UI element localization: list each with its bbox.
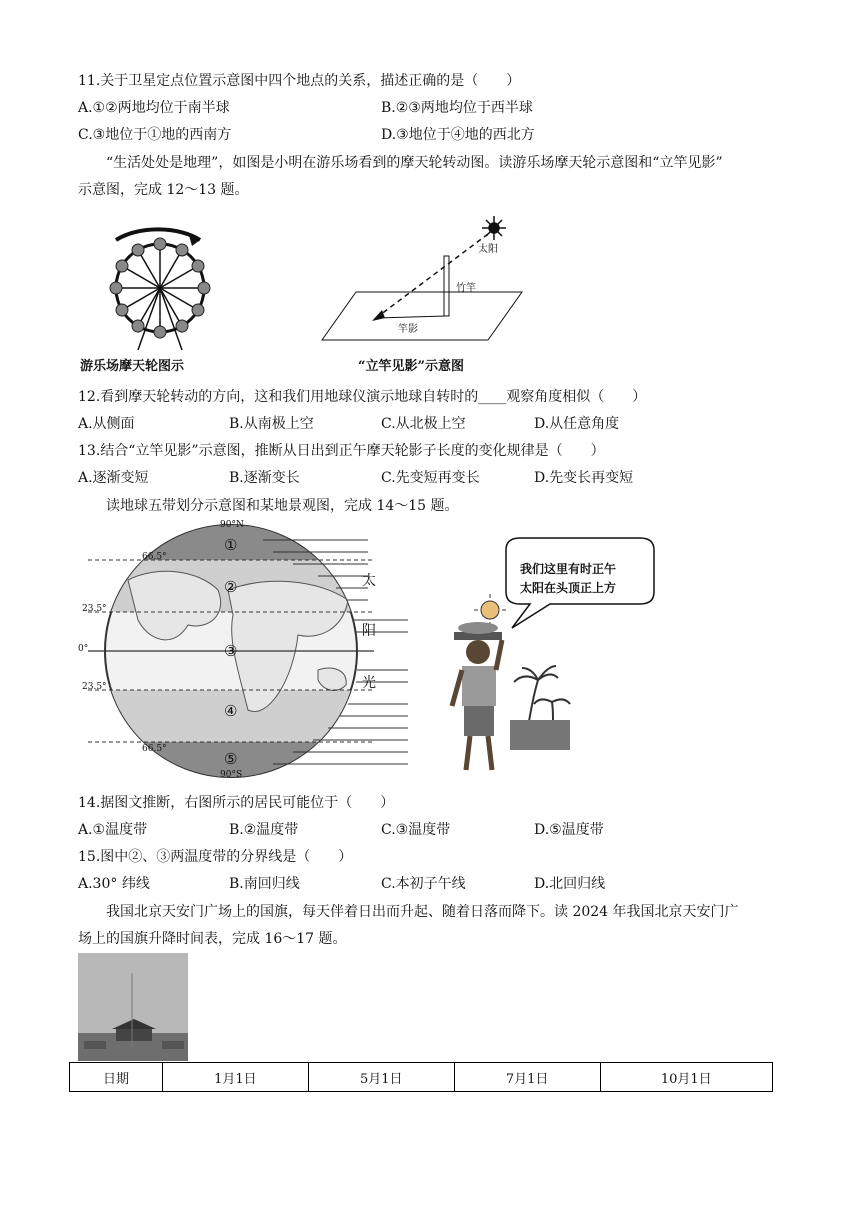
sunlight-label-3: 光	[362, 675, 376, 691]
zone-3-label: ③	[224, 642, 238, 660]
pole-shadow-caption: “立竿见影”示意图	[358, 359, 464, 374]
q12-option-b: B.从南极上空	[229, 416, 314, 432]
q15-option-a: A.30° 纬线	[78, 876, 150, 892]
q13-option-c: C.先变短再变长	[381, 470, 480, 486]
q11-option-b: B.②③两地均位于西半球	[381, 100, 533, 116]
ferris-wheel-drawing	[78, 210, 238, 375]
q15-option-c: C.本初子午线	[381, 876, 466, 892]
pole-label: 竹竿	[456, 283, 476, 294]
table-row	[70, 1063, 773, 1092]
q14-option-c: C.③温度带	[381, 822, 451, 838]
resident-figure	[440, 520, 662, 782]
intro-12-13-line2: 示意图，完成 12～13 题。	[78, 182, 249, 198]
table-header-jul1: 7月1日	[454, 1063, 600, 1092]
sunlight-label-2: 阳	[362, 623, 376, 639]
lat-665n-label: 66.5°	[142, 552, 167, 562]
lat-665s-label: 66.5°	[142, 744, 167, 754]
bubble-text-line2: 太阳在头顶正上方	[520, 581, 617, 595]
globe-zones-figure	[78, 520, 438, 782]
globe-zones-drawing	[78, 520, 438, 782]
sunlight-label-1: 太	[362, 573, 376, 589]
q14-option-b: B.②温度带	[229, 822, 299, 838]
intro-16-17-line1: 我国北京天安门广场上的国旗，每天伴着日出而升起、随着日落而降下。读 2024 年我国北京天安门广	[106, 904, 739, 920]
zone-1-label: ①	[224, 536, 238, 554]
tiananmen-photo	[78, 953, 188, 1061]
q13-option-b: B.逐渐变长	[229, 470, 300, 486]
flag-time-table	[69, 1062, 773, 1092]
table-header-may1: 5月1日	[308, 1063, 454, 1092]
q11-option-d: D.③地位于④地的西北方	[381, 127, 535, 143]
zone-2-label: ②	[224, 578, 238, 596]
q14-stem: 14.据图文推断，右图所示的居民可能位于（ ）	[78, 795, 395, 811]
zone-5-label: ⑤	[224, 750, 238, 768]
zone-4-label: ④	[224, 702, 238, 720]
q12-option-d: D.从任意角度	[534, 416, 620, 432]
q15-stem: 15.图中②、③两温度带的分界线是（ ）	[78, 849, 353, 865]
shadow-label: 竿影	[398, 324, 418, 335]
tiananmen-photo-drawing	[78, 953, 188, 1061]
bubble-text-line1: 我们这里有时正午	[520, 562, 617, 576]
ferris-wheel-figure	[78, 210, 238, 375]
q15-option-b: B.南回归线	[229, 876, 300, 892]
sun-label: 太阳	[478, 244, 498, 255]
intro-16-17-line2: 场上的国旗升降时间表，完成 16～17 题。	[78, 931, 347, 947]
ferris-wheel-caption: 游乐场摩天轮图示	[80, 359, 185, 374]
pole-shadow-drawing	[318, 210, 528, 375]
table-header-jan1: 1月1日	[162, 1063, 308, 1092]
intro-14-15: 读地球五带划分示意图和某地景观图，完成 14～15 题。	[106, 498, 459, 514]
q14-option-d: D.⑤温度带	[534, 822, 604, 838]
lat-90s-label: 90°S	[220, 770, 243, 780]
q11-option-a: A.①②两地均位于南半球	[78, 100, 230, 116]
q12-option-a: A.从侧面	[78, 416, 135, 432]
table-header-oct1: 10月1日	[600, 1063, 772, 1092]
q12-option-c: C.从北极上空	[381, 416, 466, 432]
q11-stem: 11.关于卫星定点位置示意图中四个地点的关系，描述正确的是（ ）	[78, 73, 521, 89]
pole-shadow-figure	[318, 210, 528, 375]
q13-option-d: D.先变长再变短	[534, 470, 634, 486]
q11-option-c: C.③地位于①地的西南方	[78, 127, 232, 143]
lat-90n-label: 90°N	[220, 520, 244, 530]
lat-235n-label: 23.5°	[82, 604, 107, 614]
q15-option-d: D.北回归线	[534, 876, 606, 892]
lat-235s-label: 23.5°	[82, 682, 107, 692]
table-header-date: 日期	[70, 1063, 163, 1092]
q12-stem: 12.看到摩天轮转动的方向，这和我们用地球仪演示地球自转时的____观察角度相似（ ）	[78, 389, 647, 405]
q13-stem: 13.结合“立竿见影”示意图，推断从日出到正午摩天轮影子长度的变化规律是（ ）	[78, 443, 605, 459]
intro-12-13-line1: “生活处处是地理”，如图是小明在游乐场看到的摩天轮转动图。读游乐场摩天轮示意图和“立竿见影”	[106, 155, 723, 171]
lat-0-label: 0°	[78, 644, 89, 654]
q13-option-a: A.逐渐变短	[78, 470, 149, 486]
q14-option-a: A.①温度带	[78, 822, 148, 838]
